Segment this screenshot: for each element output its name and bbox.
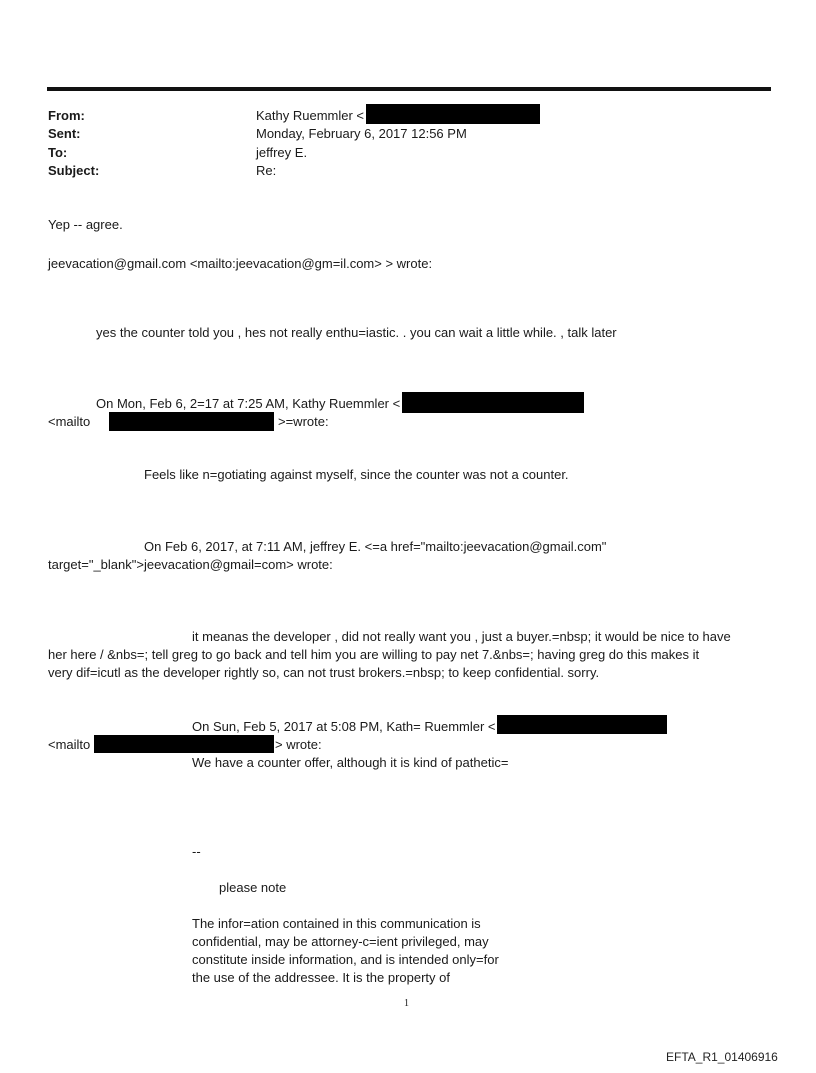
quote2-mailto-suffix: >=wrote: — [278, 414, 329, 429]
quote1-text: yes the counter told you , hes not really enthu=iastic. . you can wait a little while. , talk later — [96, 325, 617, 340]
redaction-from-email — [366, 104, 540, 124]
quote2-text: Feels like n=gotiating against myself, since the counter was not a counter. — [144, 467, 569, 482]
disclaimer-line4: the use of the addressee. It is the property of — [192, 970, 450, 985]
quote3-text-line2: her here / &nbs=; tell greg to go back and tell him you are willing to pay net 7.&nbs=; having greg do this makes it — [48, 647, 700, 662]
disclaimer-line1: The infor=ation contained in this communication is — [192, 916, 481, 931]
to-label: To: — [48, 145, 68, 160]
subject-label: Subject: — [48, 163, 100, 178]
from-value: Kathy Ruemmler < — [256, 108, 365, 123]
document-id: EFTA_R1_01406916 — [666, 1050, 778, 1064]
sent-label: Sent: — [48, 126, 81, 141]
from-label: From: — [48, 108, 85, 123]
subject-value: Re: — [256, 163, 277, 178]
disclaimer-line2: confidential, may be attorney-c=ient privileged, may — [192, 934, 489, 949]
redaction-quote2-mailto — [109, 412, 274, 431]
quote4-text: We have a counter offer, although it is kind of pathetic= — [192, 755, 509, 770]
sent-value: Monday, February 6, 2017 12:56 PM — [256, 126, 467, 141]
to-value: jeffrey E. — [256, 145, 308, 160]
quote3-attribution-line1: On Feb 6, 2017, at 7:11 AM, jeffrey E. <=a href="mailto:jeevacation@gmail.com" — [144, 539, 607, 554]
quote3-text-line3: very dif=icutl as the developer rightly so, can not trust brokers.=nbsp; to keep confidential. sorry. — [48, 665, 600, 680]
redaction-quote2-email — [402, 392, 584, 413]
quote2-mailto-prefix: <mailto — [48, 414, 91, 429]
signature-dashes: -- — [192, 844, 201, 859]
page-number: 1 — [404, 998, 409, 1009]
quote1-attribution: jeevacation@gmail.com <mailto:jeevacation@gm=il.com> > wrote: — [48, 256, 433, 271]
header-rule — [47, 87, 771, 91]
please-note: please note — [219, 880, 287, 895]
quote4-attribution-line1: On Sun, Feb 5, 2017 at 5:08 PM, Kath= Ruemmler < — [192, 719, 496, 734]
redaction-quote4-email — [497, 715, 667, 734]
reply-text: Yep -- agree. — [48, 217, 123, 232]
quote3-text-line1: it meanas the developer , did not really want you , just a buyer.=nbsp; it would be nice to have — [192, 629, 731, 644]
quote4-mailto-prefix: <mailto — [48, 737, 91, 752]
quote2-attribution-line1: On Mon, Feb 6, 2=17 at 7:25 AM, Kathy Ruemmler < — [96, 396, 401, 411]
disclaimer-line3: constitute inside information, and is intended only=for — [192, 952, 499, 967]
quote4-mailto-suffix: > wrote: — [275, 737, 322, 752]
quote3-attribution-line2: target="_blank">jeevacation@gmail=com> wrote: — [48, 557, 333, 572]
redaction-quote4-mailto — [94, 735, 274, 753]
